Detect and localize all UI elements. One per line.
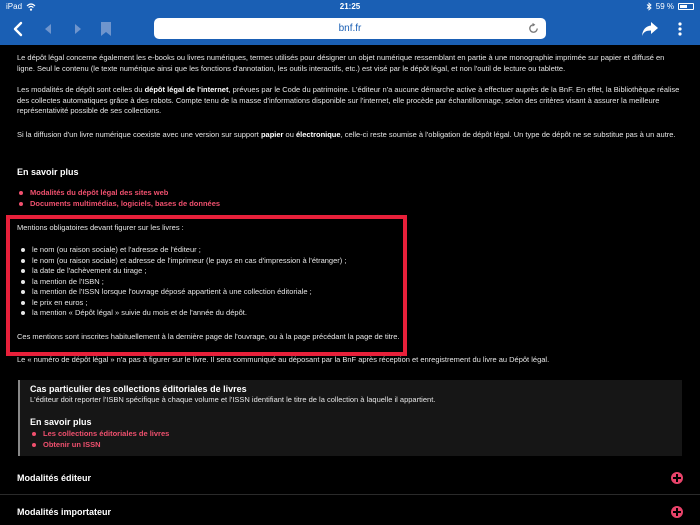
address-bar[interactable]	[154, 18, 546, 39]
collections-en-savoir-plus: En savoir plus	[30, 417, 92, 427]
status-time: 21:25	[339, 2, 361, 11]
bullet-icon	[21, 248, 25, 252]
bullet-icon	[21, 259, 25, 263]
collections-box	[18, 380, 682, 456]
bullet-icon	[21, 301, 25, 305]
mention-text: le prix en euros ;	[32, 297, 88, 307]
list-item	[21, 266, 346, 277]
back-button[interactable]	[6, 17, 30, 41]
para2-text-c: , prévues par le Code du patrimoine. L'éditeur n'a aucune démarche active à effectuer auprès de la BnF. En effet, la Bibliothèque réalise des collectes automatiques grâce à des robots. Compte tenu de la masse d'informations disponible sur l'internet, elle procède par échantillonnage, selon des critères visant à assurer la meilleure représentativité possible de ses collections.	[17, 85, 680, 115]
mention-text: la mention de l'ISSN lorsque l'ouvrage déposé appartient à une collection éditoriale ;	[32, 287, 312, 296]
battery-icon	[678, 3, 694, 10]
list-item	[21, 308, 346, 319]
collections-title: Cas particulier des collections éditoriales de livres	[30, 384, 247, 394]
bullet-icon	[32, 432, 36, 436]
list-item	[21, 287, 346, 298]
list-item[interactable]	[19, 188, 220, 199]
history-back-button[interactable]	[36, 17, 60, 41]
list-item	[21, 245, 346, 256]
en-savoir-plus-heading: En savoir plus	[17, 167, 79, 177]
bookmark-icon	[100, 21, 112, 37]
list-item[interactable]	[32, 440, 169, 451]
list-item	[21, 277, 346, 288]
para3-text-ou: ou	[283, 130, 296, 139]
para3-bold-electronique: électronique	[295, 130, 341, 139]
mention-text: la date de l'achèvement du tirage ;	[32, 266, 147, 275]
bullet-icon	[21, 280, 25, 284]
bullet-icon	[21, 269, 25, 273]
collections-links	[32, 429, 169, 450]
triangle-left-icon	[43, 23, 53, 35]
link-collections-editoriales[interactable]: Les collections éditoriales de livres	[43, 429, 170, 438]
link-documents-multimedias[interactable]: Documents multimédias, logiciels, bases de données	[30, 198, 221, 208]
paragraph-diffusion	[17, 130, 682, 141]
bookmarks-button[interactable]	[94, 17, 118, 41]
para2-bold: dépôt légal de l'internet	[144, 85, 229, 94]
list-item	[21, 298, 346, 309]
accordion-title: Modalités importateur	[17, 506, 112, 517]
plus-icon[interactable]	[671, 506, 683, 518]
mention-text: le nom (ou raison sociale) et adresse de l'imprimeur (le pays en cas d'impression à l'étranger) ;	[32, 255, 347, 265]
paragraph-ebooks: Le dépôt légal concerne également les e-books ou livres numériques, termes utilisés pour désigner un objet numérique ressemblant en partie à une monographie imprimée sur papier et diffusé en ligne. Seul le contenu (le texte numérique ainsi que les fonctions d'annotation, les outils interactifs, etc.) est visé par le dépôt légal, et non l'outil de lecture ou tablette.	[17, 53, 665, 73]
link-sites-web[interactable]: Modalités du dépôt légal des sites web	[30, 188, 169, 197]
paragraph-modalites	[17, 85, 682, 117]
bullet-icon	[19, 191, 23, 195]
numero-note: Le « numéro de dépôt légal » n'a pas à figurer sur le livre. Il sera communiqué au déposant par la BnF après réception et enregistrement du livre au Dépôt légal.	[17, 355, 550, 364]
status-right	[646, 0, 694, 13]
chevron-left-icon	[12, 21, 24, 37]
battery-percent: 59 %	[655, 2, 674, 11]
reload-icon[interactable]	[527, 22, 540, 35]
collections-text: L'éditeur doit reporter l'ISBN spécifique à chaque volume et l'ISSN identifiant le titre de la collection à laquelle il appartient.	[30, 395, 436, 404]
history-forward-button[interactable]	[66, 17, 90, 41]
browser-toolbar	[0, 13, 700, 45]
para2-text-a: Les modalités de dépôt sont celles du	[17, 85, 145, 94]
bullet-icon	[32, 443, 36, 447]
list-item[interactable]	[32, 429, 169, 440]
bullet-icon	[21, 311, 25, 315]
list-item[interactable]	[19, 199, 220, 210]
three-dots-icon	[678, 21, 682, 37]
mention-text: la mention de l'ISBN ;	[32, 276, 104, 286]
url-text: bnf.fr	[338, 23, 362, 34]
device-label: iPad	[6, 2, 23, 11]
bluetooth-icon	[646, 2, 652, 11]
accordion-modalites-editeur[interactable]	[17, 471, 683, 485]
page-content	[0, 45, 700, 525]
share-button[interactable]	[638, 17, 662, 41]
accordion-title: Modalités éditeur	[17, 472, 92, 483]
related-links	[19, 188, 220, 209]
mention-text: la mention « Dépôt légal » suivie du mois et de l'année du dépôt.	[32, 308, 247, 317]
divider	[0, 494, 700, 495]
triangle-right-icon	[73, 23, 83, 35]
mentions-note: Ces mentions sont inscrites habituellement à la dernière page de l'ouvrage, ou à la page précédant la page de titre.	[17, 332, 400, 341]
mentions-intro: Mentions obligatoires devant figurer sur les livres :	[17, 223, 184, 232]
status-bar	[0, 0, 700, 13]
para3-text-e: , celle-ci reste soumise à l'obligation de dépôt légal. Un type de dépôt ne se substitue pas à un autre.	[340, 130, 676, 139]
bullet-icon	[21, 290, 25, 294]
para3-bold-papier: papier	[260, 130, 284, 139]
link-obtenir-issn[interactable]: Obtenir un ISSN	[43, 439, 101, 449]
para3-text-a: Si la diffusion d'un livre numérique coexiste avec une version sur support	[17, 130, 261, 139]
plus-icon[interactable]	[671, 472, 683, 484]
mentions-list	[21, 245, 346, 319]
accordion-modalites-importateur[interactable]	[17, 505, 683, 519]
menu-button[interactable]	[668, 17, 692, 41]
bullet-icon	[19, 202, 23, 206]
share-arrow-icon	[641, 21, 659, 37]
list-item	[21, 256, 346, 267]
mention-text: le nom (ou raison sociale) et l'adresse de l'éditeur ;	[32, 245, 201, 254]
